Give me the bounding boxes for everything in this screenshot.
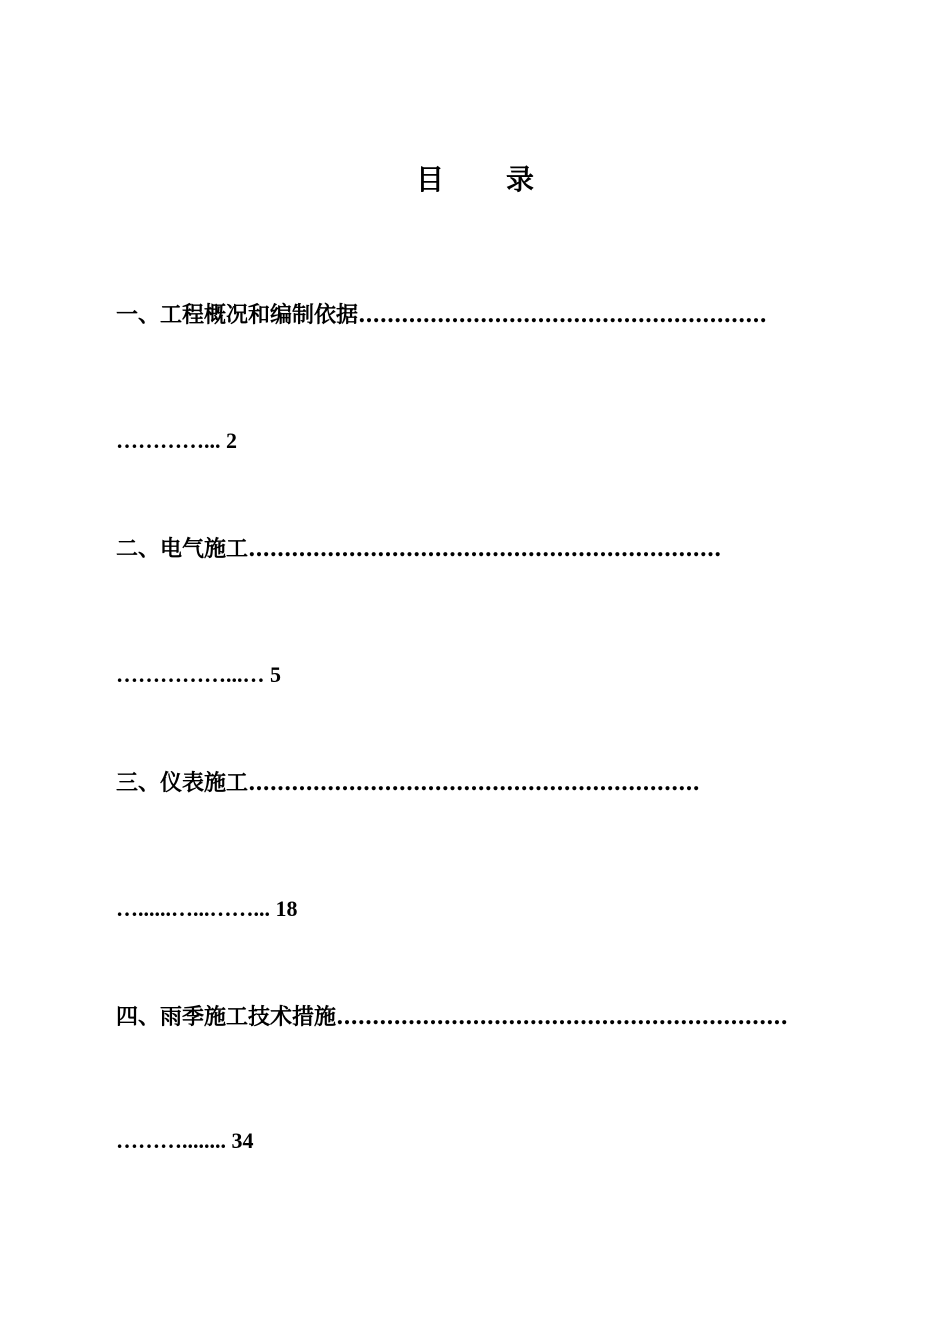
toc-entry-1-continuation bbox=[116, 430, 237, 452]
toc-page-number: 2 bbox=[226, 428, 237, 453]
toc-leader-dots: ………………………………………………… bbox=[358, 302, 767, 328]
toc-entry-4-continuation bbox=[116, 1130, 254, 1152]
toc-entry-3-heading bbox=[116, 772, 700, 795]
toc-page-number: 5 bbox=[270, 662, 281, 687]
toc-leader-dots: ……………………………………………………... bbox=[336, 1004, 788, 1030]
toc-leader-dots: ……………………………………………………… bbox=[248, 770, 700, 796]
toc-title-char-1: 目 bbox=[415, 163, 444, 196]
toc-entry-2-continuation bbox=[116, 664, 281, 686]
toc-entry-4-heading bbox=[116, 1006, 788, 1029]
toc-leader-dots: ………........ bbox=[116, 1128, 232, 1153]
toc-entry-1-heading bbox=[116, 304, 767, 327]
toc-entry-label: 二、电气施工 bbox=[116, 537, 249, 562]
toc-title-char-2: 录 bbox=[506, 163, 535, 196]
toc-leader-dots: ………………………………………………………… bbox=[248, 536, 722, 562]
toc-entry-3-continuation bbox=[116, 898, 298, 920]
toc-page-number: 34 bbox=[231, 1128, 254, 1153]
toc-leader-dots: ……………...… bbox=[116, 662, 270, 687]
toc-entry-label: 一、工程概况和编制依据 bbox=[116, 303, 359, 328]
toc-entry-label: 三、仪表施工 bbox=[116, 771, 249, 796]
toc-leader-dots: …………... bbox=[116, 428, 226, 453]
toc-entry-2-heading bbox=[116, 538, 721, 561]
toc-title bbox=[0, 158, 950, 198]
toc-leader-dots: …......…...……... bbox=[116, 896, 276, 921]
toc-page-number: 18 bbox=[275, 896, 298, 921]
toc-entry-label: 四、雨季施工技术措施 bbox=[116, 1005, 337, 1030]
